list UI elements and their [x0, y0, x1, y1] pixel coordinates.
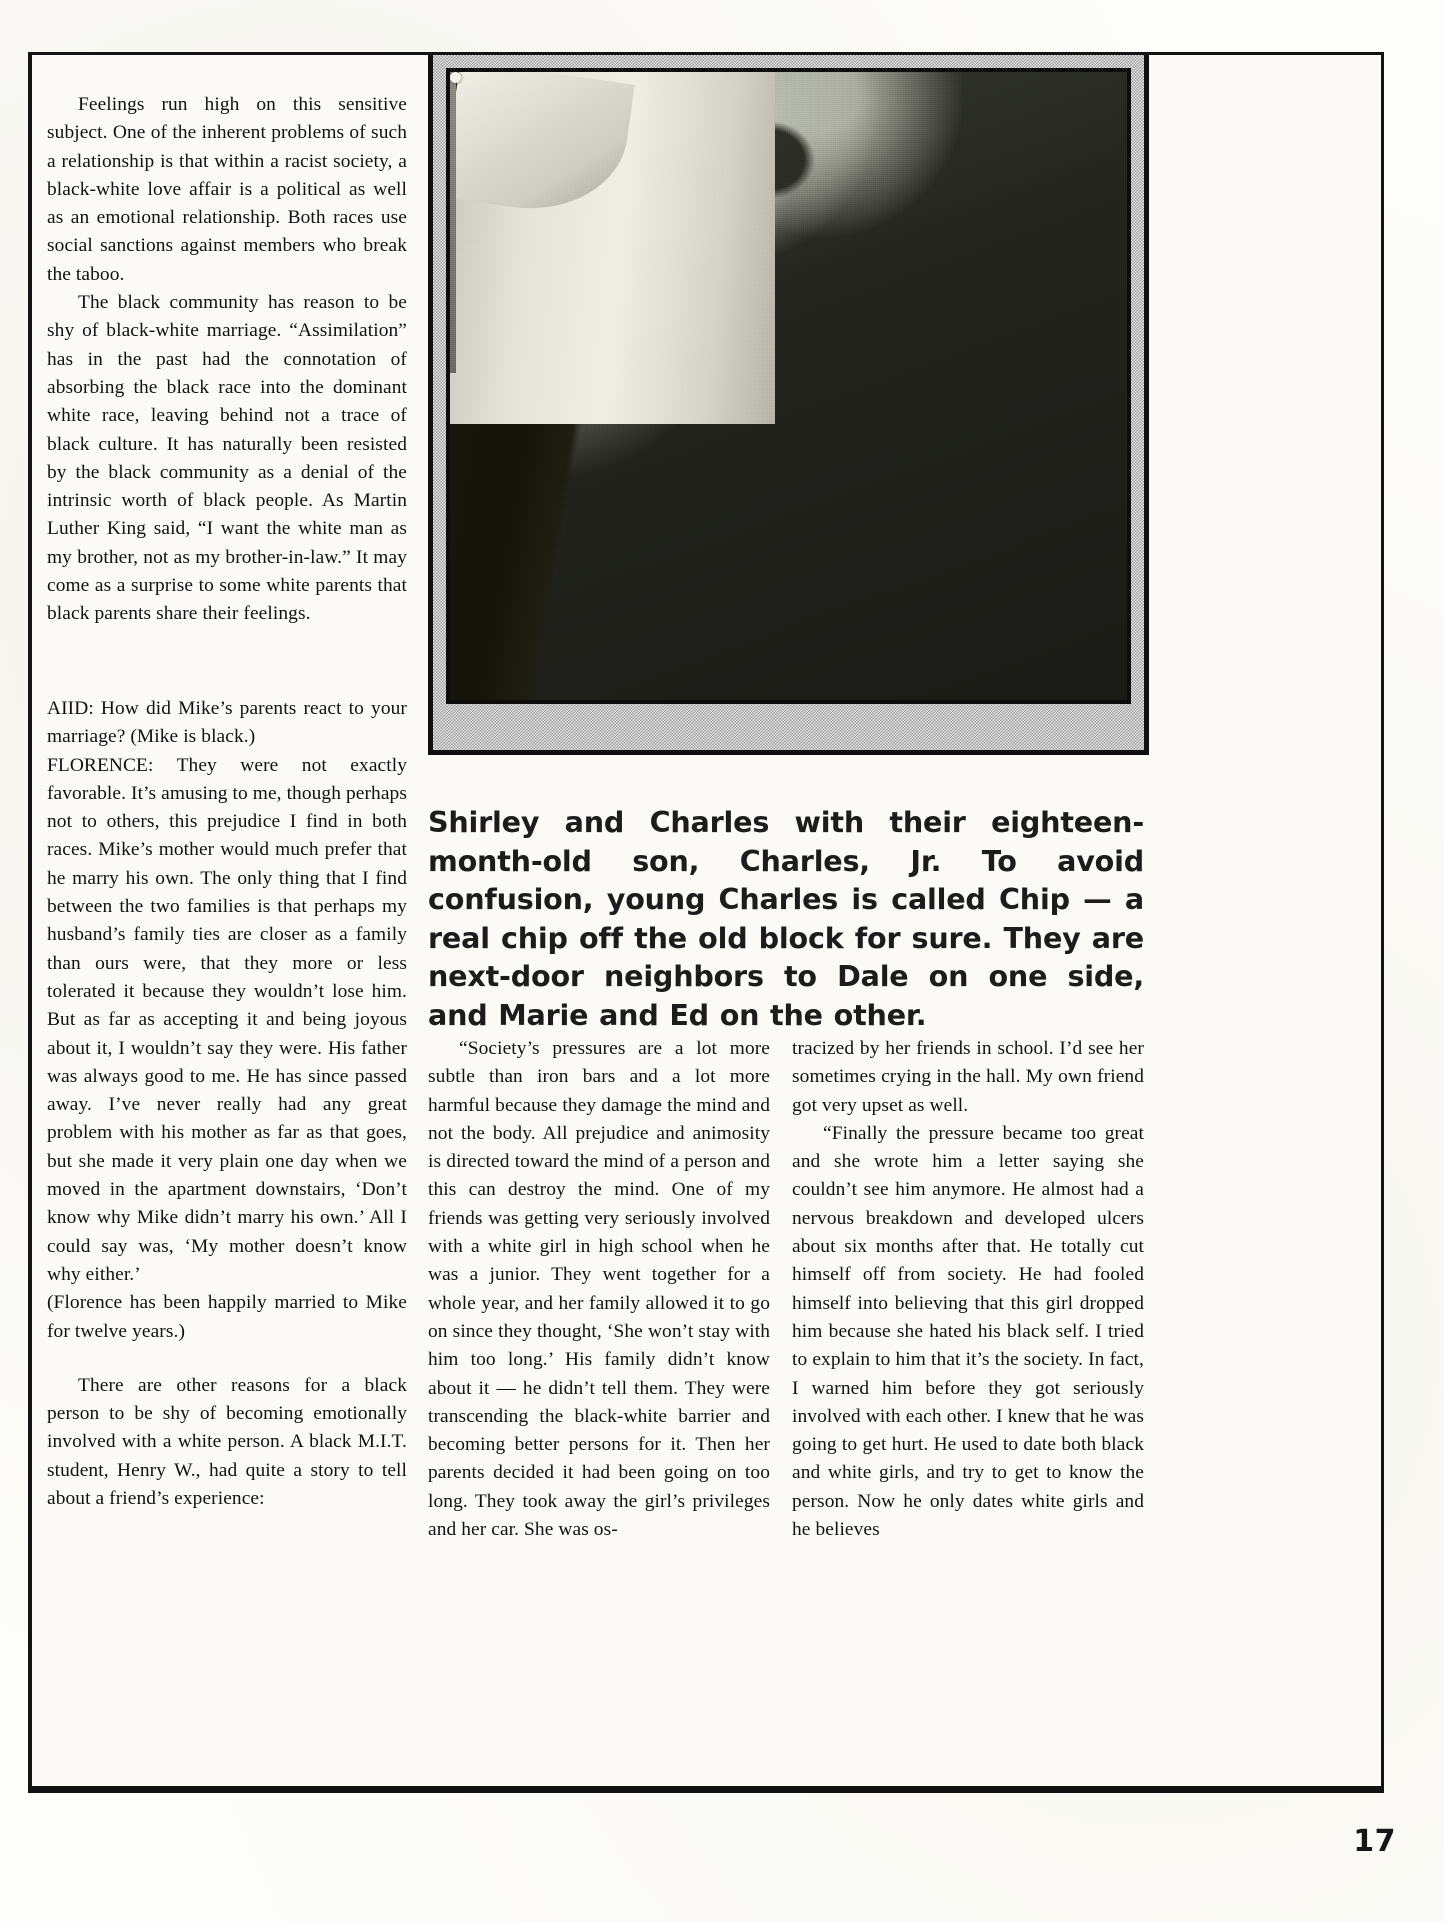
- paragraph-other-reasons: There are other reasons for a black person to be shy of becoming emotionally involved with a white person. A black M.I.T. student, Henry W., had quite a story to tell about a friend’s experience:: [47, 1374, 407, 1510]
- paragraph-finally-the-pressure: “Finally the pressure became too great and she wrote him a letter saying she couldn’t see him anymore. He almost had a nervous breakdown and developed ulcers about six months after that. He totally cut himself off from society. He had fooled himself into believing that this girl dropped him because she hated his black self. I tried to explain to him that it’s the society. In fact, I warned him before they got seriously involved with each other. I knew that he was going to get hurt. He used to date both black and white girls, and try to get to know the person. Now he only dates white girls and he believes: [792, 1122, 1144, 1541]
- interview-question: AIID: How did Mike’s parents react to your marriage? (Mike is black.): [47, 698, 407, 748]
- bottom-rule: [28, 1786, 1384, 1793]
- paragraph-tracized: tracized by her friends in school. I’d see her sometimes crying in the hall. My own friend got very upset as well.: [792, 1038, 1144, 1116]
- lower-section: [32, 698, 1381, 1787]
- upper-section: [32, 55, 1381, 755]
- photograph: [446, 68, 1131, 704]
- page-number: 17: [1353, 1824, 1396, 1859]
- top-left-text-column: [47, 91, 407, 629]
- photo-halftone-grain: [450, 72, 1127, 700]
- printed-page-plate: [28, 52, 1384, 1790]
- paragraph-feelings-run-high: Feelings run high on this sensitive subject. One of the inherent problems of such a relationship is that within a racist society, a black-white love affair is a political as well as an emotional relationship. Both races use social sanctions against members who break the taboo.: [47, 94, 407, 285]
- photo-frame: [428, 55, 1149, 755]
- interview-note: (Florence has been happily married to Mike for twelve years.): [47, 1292, 407, 1342]
- paragraph-societys-pressures: “Society’s pressures are a lot more subtle than iron bars and a lot more harmful because they damage the mind and not the body. All prejudice and animosity is directed toward the mind of a person and this can destroy the mind. One of my friends was getting very seriously involved with a white girl in high school when he was a junior. They went together for a whole year, and her family allowed it to go on since they thought, ‘She won’t stay with him too long.’ His family didn’t know about it — he didn’t tell them. They were transcending the black-white barrier and becoming better persons for it. Then her parents decided it had been going on too long. They took away the girl’s privileges and her car. She was os-: [428, 1038, 770, 1541]
- right-text-column: [792, 1035, 1144, 1544]
- paragraph-black-community: The black community has reason to be shy of black-white marriage. “Assimilation” has in the past had the connotation of absorbing the black race into the dominant white race, leaving behind not a trace of black culture. It has naturally been resisted by the black community as a denial of the intrinsic worth of black people. As Martin Luther King said, “I want the white man as my brother, not as my brother-in-law.” It may come as a surprise to some white parents that black parents share their feelings.: [47, 292, 407, 625]
- photo-caption: Shirley and Charles with their eighteen-month-old son, Charles, Jr. To avoid confusion, young Charles is called Chip — a real chip off the old block for sure. They are next-door neighbors to Dale on one side, and Marie and Ed on the other.: [428, 805, 1144, 1032]
- middle-text-column: [428, 1035, 770, 1544]
- lower-left-text-column: [47, 695, 407, 1513]
- interview-answer: FLORENCE: They were not exactly favorable. It’s amusing to me, though perhaps not to others, this prejudice I find in both races. Mike’s mother would much prefer that he marry his own. The only thing that I find between the two families is that perhaps my husband’s family ties are closer as a family than ours were, that they more or less tolerated it because they wouldn’t lose him. But as far as accepting it and being joyous about it, I wouldn’t say they were. His father was always good to me. He has since passed away. I’ve never really had any great problem with his mother as far as that goes, but she made it very plain one day when we moved in the apartment downstairs, ‘Don’t know why Mike didn’t marry his own.’ All I could say was, ‘My mother doesn’t know why either.’: [47, 754, 407, 1285]
